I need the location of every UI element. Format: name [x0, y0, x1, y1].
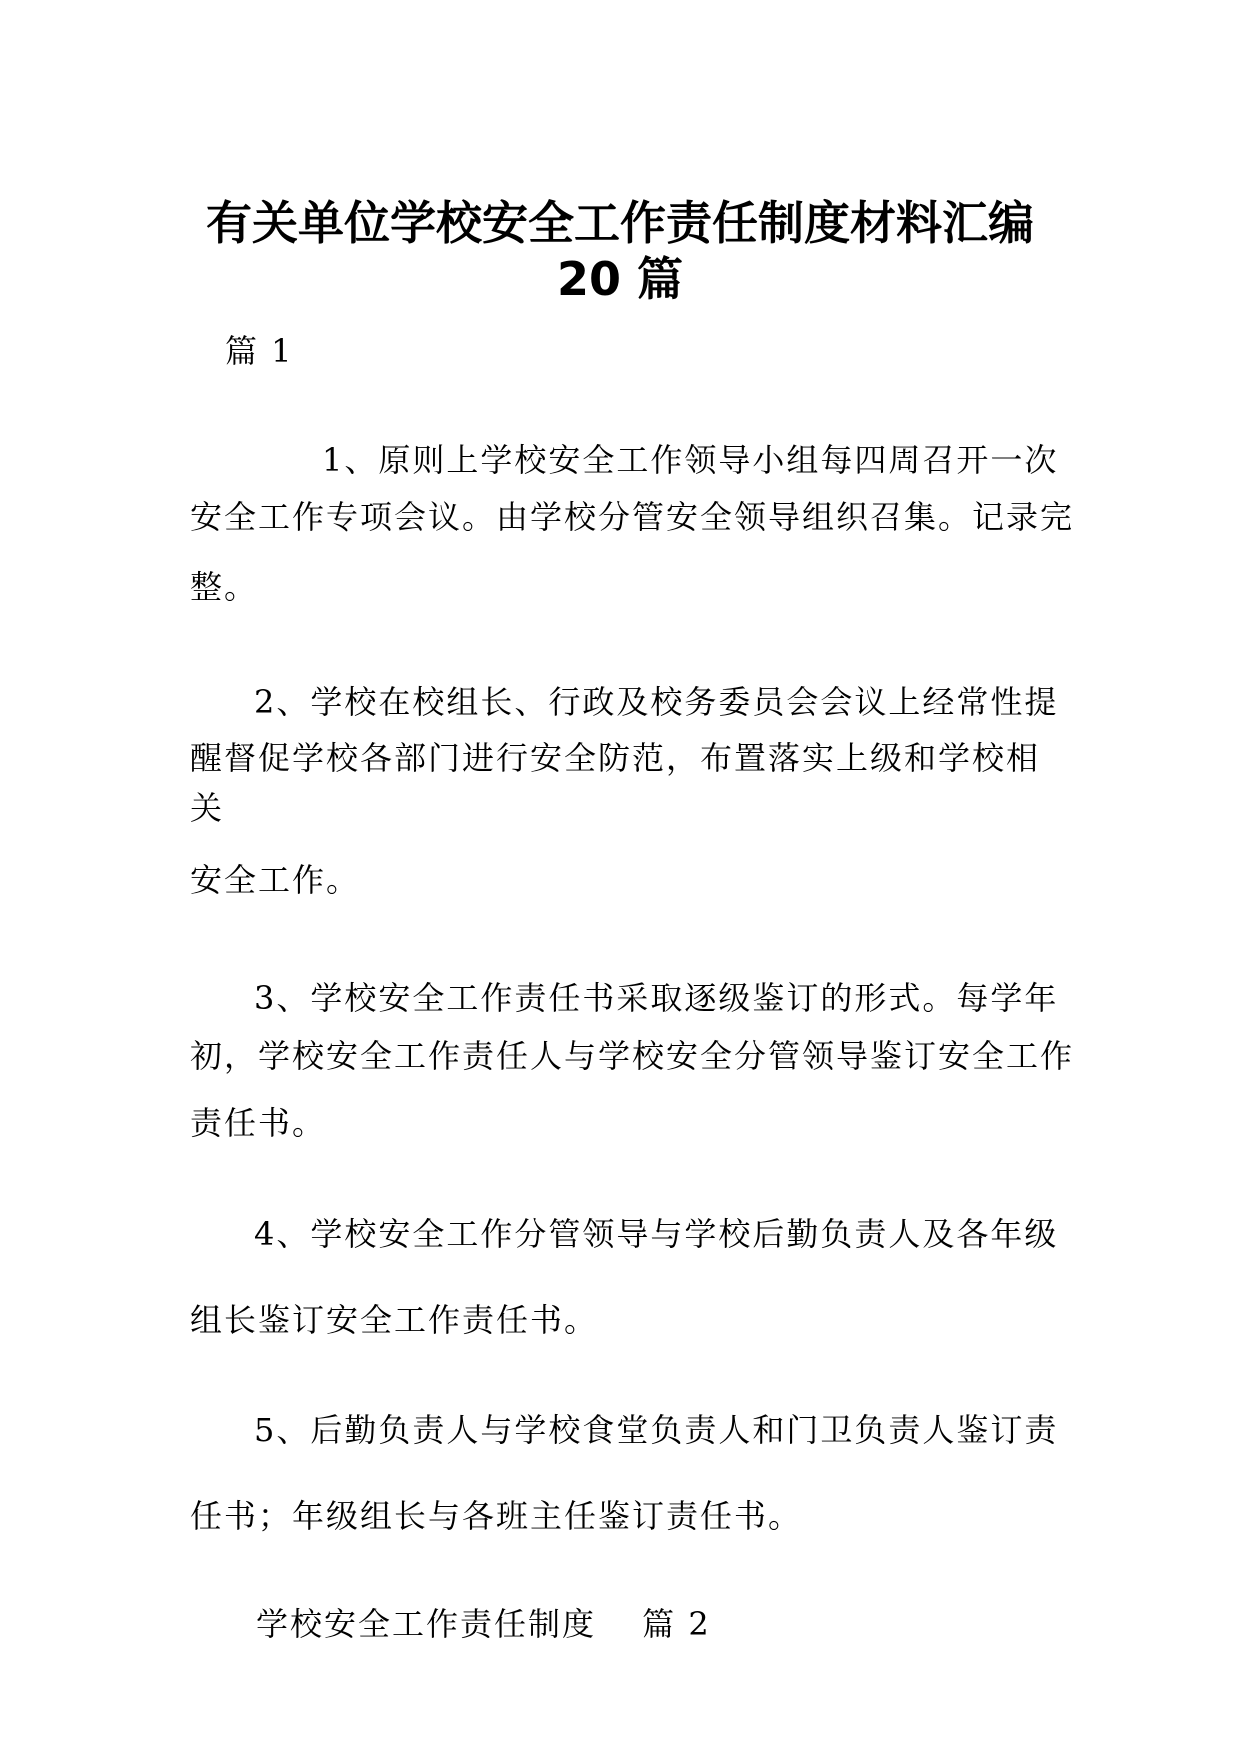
- item-2-line-4: 安全工作。: [190, 861, 361, 899]
- item-2-line-1: 2、学校在校组长、行政及校务委员会会议上经常性提: [254, 683, 1059, 721]
- item-1-line-1: 1、原则上学校安全工作领导小组每四周召开一次: [322, 441, 1059, 479]
- item-1-line-3: 整。: [190, 568, 259, 606]
- item-2-line-3: 关: [190, 789, 225, 827]
- document-title-line-2: 20 篇: [556, 252, 684, 306]
- item-3-line-3: 责任书。: [190, 1104, 327, 1142]
- section-1-heading: 篇 1: [225, 332, 294, 370]
- item-1-line-2: 安全工作专项会议。由学校分管安全领导组织召集。记录完: [190, 498, 1075, 536]
- item-4-line-1: 4、学校安全工作分管领导与学校后勤负责人及各年级: [254, 1215, 1059, 1253]
- item-2-line-2: 醒督促学校各部门进行安全防范，布置落实上级和学校相: [190, 739, 1041, 777]
- item-3-line-1: 3、学校安全工作责任书采取逐级鉴订的形式。每学年: [254, 979, 1059, 1017]
- item-5-line-2: 任书；年级组长与各班主任鉴订责任书。: [190, 1497, 803, 1535]
- item-3-line-2: 初，学校安全工作责任人与学校安全分管领导鉴订安全工作: [190, 1037, 1075, 1075]
- section-2-heading: 学校安全工作责任制度 篇 2: [256, 1605, 711, 1643]
- document-title-line-1: 有关单位学校安全工作责任制度材料汇编: [206, 196, 1034, 250]
- item-4-line-2: 组长鉴订安全工作责任书。: [190, 1301, 599, 1339]
- item-5-line-1: 5、后勤负责人与学校食堂负责人和门卫负责人鉴订责: [254, 1411, 1059, 1449]
